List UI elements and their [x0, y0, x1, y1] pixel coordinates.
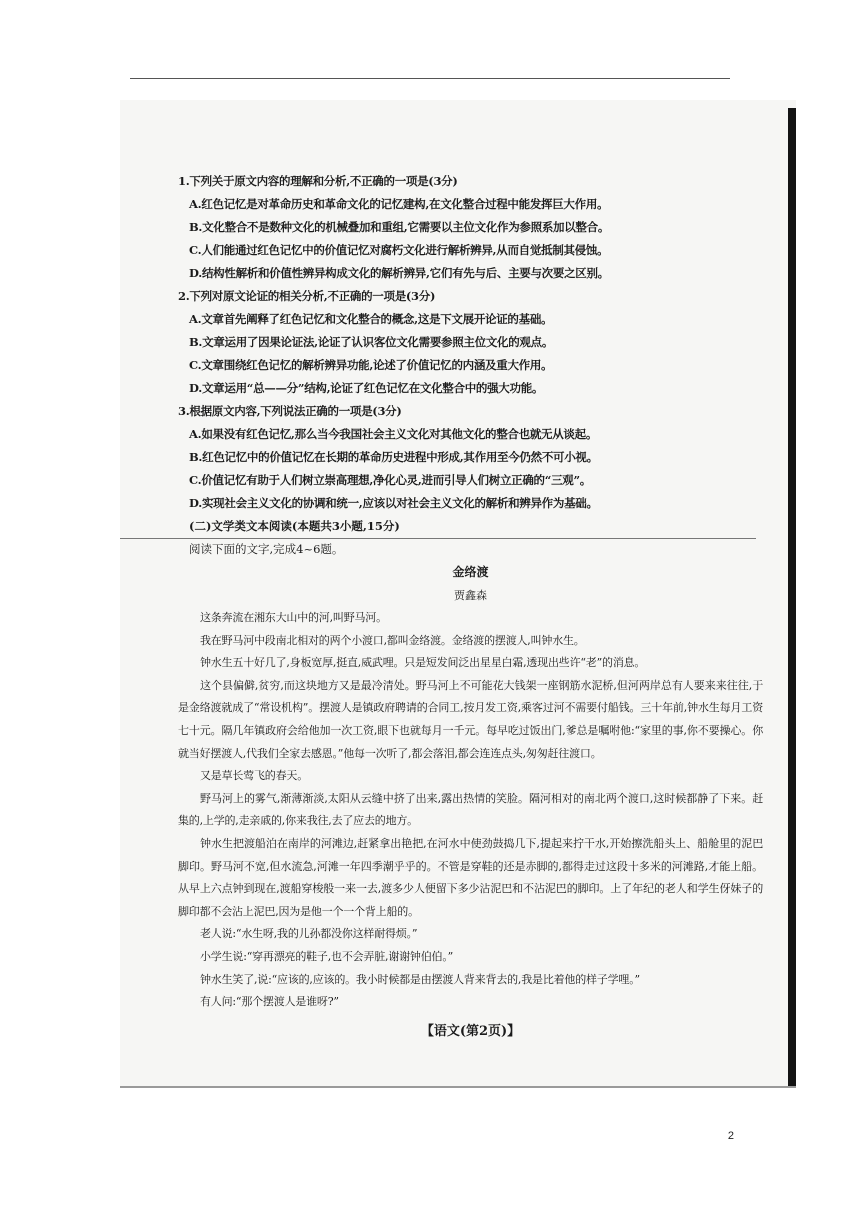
- question-option: D.结构性解析和价值性辨异构成文化的解析辨异,它们有先与后、主要与次要之区别。: [189, 266, 609, 280]
- question-option: A.如果没有红色记忆,那么当今我国社会主义文化对其他文化的整合也就无从谈起。: [189, 427, 598, 441]
- question-option: C.价值记忆有助于人们树立崇高理想,净化心灵,进而引导人们树立正确的“三观”。: [189, 473, 591, 487]
- question-stem: 1.下列关于原文内容的理解和分析,不正确的一项是(3分): [178, 174, 458, 188]
- section-rule: [120, 538, 756, 539]
- page-number: 2: [727, 1130, 734, 1142]
- top-rule: [130, 78, 730, 79]
- question-option: A.文章首先阐释了红色记忆和文化整合的概念,这是下文展开论证的基础。: [189, 312, 553, 326]
- story-body: [178, 607, 763, 1014]
- question-option: D.实现社会主义文化的协调和统一,应该以对社会主义文化的解析和辨异作为基础。: [189, 496, 598, 510]
- question-option: D.文章运用“总——分”结构,论证了红色记忆在文化整合中的强大功能。: [189, 381, 544, 395]
- section-instruction: 阅读下面的文字,完成4~6题。: [189, 542, 344, 556]
- scan-shadow-edge: [788, 108, 796, 1088]
- question-option: B.文章运用了因果论证法,论证了认识客位文化需要参照主位文化的观点。: [189, 335, 554, 349]
- question-stem: 2.下列对原文论证的相关分析,不正确的一项是(3分): [178, 289, 436, 303]
- question-option: C.人们能通过红色记忆中的价值记忆对腐朽文化进行解析辨异,从而自觉抵制其侵蚀。: [189, 243, 609, 257]
- story-paragraph: 有人问:“那个摆渡人是谁呀?”: [200, 995, 339, 1009]
- question-stem: 3.根据原文内容,下列说法正确的一项是(3分): [178, 404, 402, 418]
- scan-bottom-edge: [120, 1086, 796, 1088]
- story-paragraph: 小学生说:“穿再漂亮的鞋子,也不会弄脏,谢谢钟伯伯。”: [200, 949, 454, 963]
- story-paragraph: 钟水生笑了,说:“应该的,应该的。我小时候都是由摆渡人背来背去的,我是比着他的样子学哩。”: [200, 972, 640, 986]
- story-paragraph: 这条奔流在湘东大山中的河,叫野马河。: [200, 611, 387, 624]
- story-author: 贾鑫森: [454, 589, 487, 602]
- story-title: 金络渡: [452, 565, 489, 579]
- page-content: [178, 170, 763, 1044]
- question-option: C.文章围绕红色记忆的解析辨异功能,论述了价值记忆的内涵及重大作用。: [189, 358, 553, 372]
- story-paragraph: 钟水生五十好几了,身板宽厚,挺直,威武哩。只是短发间泛出星星白霜,透现出些许“老”的消息。: [200, 656, 646, 670]
- question-option: B.红色记忆中的价值记忆在长期的革命历史进程中形成,其作用至今仍然不可小视。: [189, 450, 598, 464]
- question-1: [178, 170, 763, 285]
- question-option: B.文化整合不是数种文化的机械叠加和重组,它需要以主位文化作为参照系加以整合。: [189, 220, 610, 234]
- story-paragraph: 我在野马河中段南北相对的两个小渡口,都叫金络渡。金络渡的摆渡人,叫钟水生。: [200, 633, 585, 647]
- scanned-page: [120, 100, 796, 1088]
- story-paragraph: 野马河上的雾气,渐薄渐淡,太阳从云缝中挤了出来,露出热情的笑脸。隔河相对的南北两个渡口,这时候都静了下来。赶集的,上学的,走亲戚的,你来我往,去了应去的地方。: [178, 791, 763, 828]
- page-footer: 【语文(第2页)】: [420, 1023, 521, 1039]
- question-3: [178, 400, 763, 515]
- section-heading: (二)文学类文本阅读(本题共3小题,15分): [189, 519, 400, 533]
- story-paragraph: 老人说:“水生呀,我的儿孙都没你这样耐得烦。”: [200, 927, 418, 941]
- question-2: [178, 285, 763, 400]
- story-paragraph: 又是草长莺飞的春天。: [200, 769, 308, 783]
- story-paragraph: 钟水生把渡船泊在南岸的河滩边,赶紧拿出艳把,在河水中使劲鼓捣几下,提起来拧干水,开始擦洗船头上、船舱里的泥巴脚印。野马河不宽,但水流急,河滩一年四季潮乎乎的。不管是穿鞋的还是赤脚的,都得走过这段十多米的河滩路,才能上船。从早上六点钟到现在,渡船穿梭般一来一去,渡多少人便留下多少沾泥巴和不沾泥巴的脚印。上了年纪的老人和学生伢妹子的脚印都不会沾上泥巴,因为是他一个一个背上船的。: [178, 836, 763, 918]
- story-paragraph: 这个县偏僻,贫穷,而这块地方又是最冷清处。野马河上不可能花大钱架一座钢筋水泥桥,但河两岸总有人要来来往往,于是金络渡就成了“常设机构”。摆渡人是镇政府聘请的合同工,按月发工资,乘客过河不需要付船钱。三十年前,钟水生每月工资七十元。隔几年镇政府会给他加一次工资,眼下也就每月一千元。每早吃过饭出门,爹总是嘱咐他:“家里的事,你不要操心。你就当好摆渡人,代我们全家去感恩。”他每一次听了,都会落泪,都会连连点头,匆匆赶往渡口。: [178, 678, 763, 760]
- question-option: A.红色记忆是对革命历史和革命文化的记忆建构,在文化整合过程中能发挥巨大作用。: [189, 197, 609, 211]
